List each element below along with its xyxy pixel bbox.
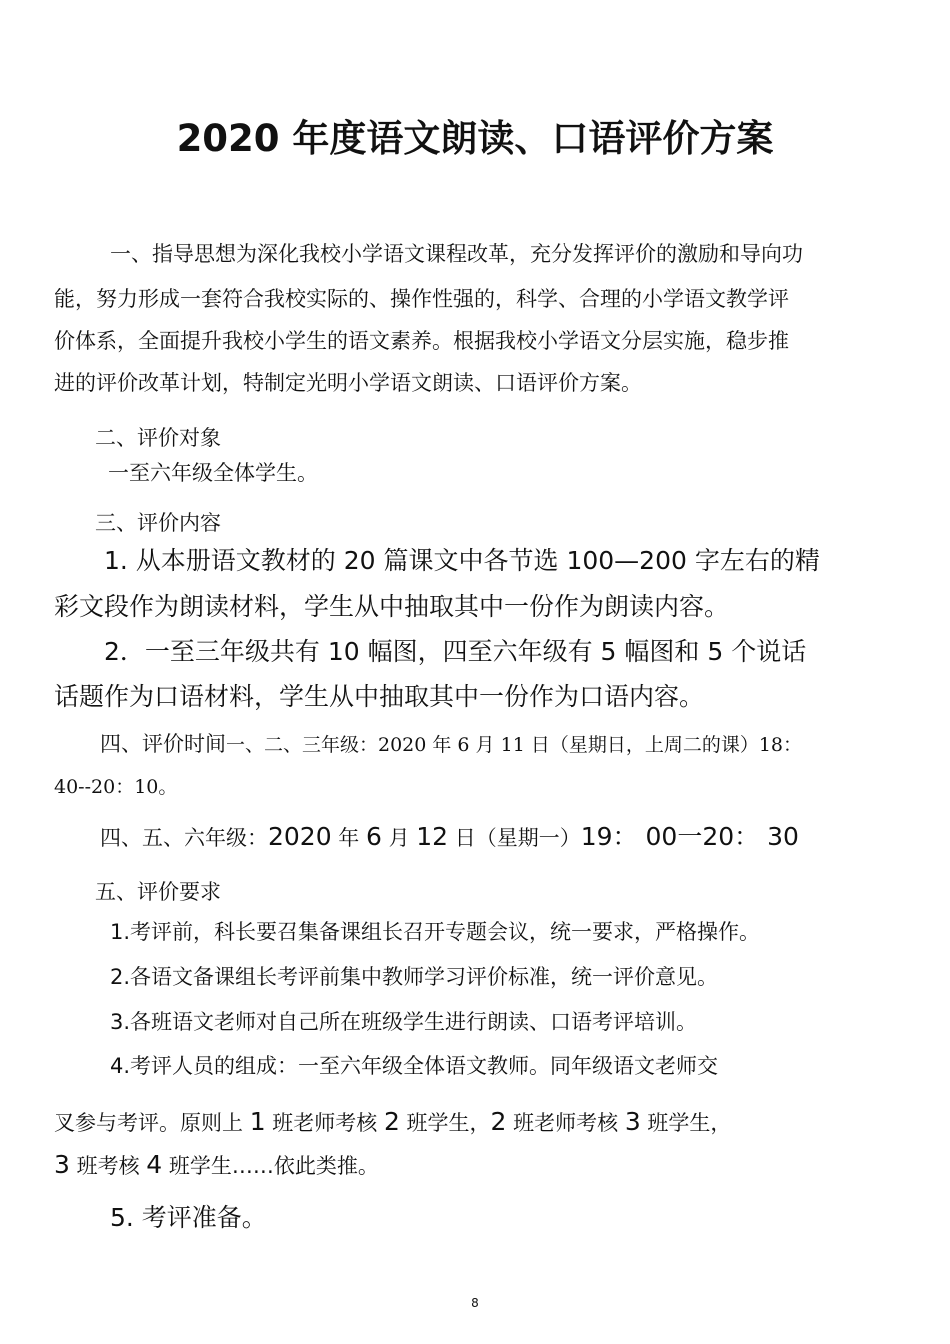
- text-span: 班学生，: [399, 1111, 491, 1135]
- class-number: 2: [383, 1107, 400, 1136]
- section4-line3: [100, 817, 799, 853]
- section5-item4-line2: [54, 1107, 731, 1137]
- text-span: 班老师考核: [265, 1111, 384, 1135]
- page-number: 8: [471, 1296, 479, 1310]
- text-span: 叉参与考评。原则上: [54, 1111, 250, 1135]
- section4-year: 2020: [268, 822, 332, 851]
- section5-item2: 2.各语文备课组长考评前集中教师学习评价标准，统一评价意见。: [110, 965, 719, 989]
- document-title: 2020 年度语文朗读、口语评价方案: [176, 117, 774, 160]
- section4-time: 19： 00一20： 30: [580, 822, 799, 851]
- class-number: 2: [490, 1107, 507, 1136]
- section5-item4-line1: 4.考评人员的组成：一至六年级全体语文教师。同年级语文老师交: [110, 1054, 719, 1078]
- section1-line2: 能，努力形成一套符合我校实际的、操作性强的，科学、合理的小学语文教学评: [54, 287, 789, 311]
- class-number: 4: [146, 1150, 163, 1179]
- section5-item1: 1.考评前，科长要召集备课组长召开专题会议，统一要求，严格操作。: [110, 920, 761, 944]
- section3-heading: 三、评价内容: [95, 511, 221, 535]
- section4-month: 6: [365, 822, 382, 851]
- section1-line4: 进的评价改革计划，特制定光明小学语文朗读、口语评价方案。: [54, 371, 642, 395]
- section3-item1-line2: 彩文段作为朗读材料，学生从中抽取其中一份作为朗读内容。: [54, 592, 730, 621]
- section3-item2-line2: 话题作为口语材料，学生从中抽取其中一份作为口语内容。: [54, 682, 705, 711]
- section5-heading: 五、评价要求: [95, 880, 221, 904]
- section2-heading: 二、评价对象: [95, 426, 221, 450]
- text-span: 班考核: [69, 1154, 147, 1178]
- text-span: 班学生……依此类推。: [162, 1154, 379, 1178]
- section2-text: 一至六年级全体学生。: [108, 461, 318, 485]
- section5-item3: 3.各班语文老师对自己所在班级学生进行朗读、口语考评培训。: [110, 1010, 698, 1034]
- section4-upper-grades: 四、五、六年级：: [100, 826, 268, 850]
- section4-day-unit: 日（星期一）: [448, 826, 581, 850]
- class-number: 1: [249, 1107, 266, 1136]
- section3-item1-line1: 1. 从本册语文教材的 20 篇课文中各节选 100—200 字左右的精: [104, 546, 820, 575]
- class-number: 3: [54, 1150, 70, 1179]
- text-span: 5. 考评准备。: [110, 1203, 267, 1232]
- section4-year-unit: 年: [331, 826, 366, 850]
- section4-month-unit: 月: [381, 826, 417, 850]
- section4-line2: 40--20：10。: [54, 776, 178, 798]
- section5-item5: [110, 1198, 267, 1234]
- section4-heading: 四、评价时间: [100, 732, 226, 756]
- section5-item4-line3: [54, 1150, 379, 1180]
- text-span: 班老师考核: [506, 1111, 625, 1135]
- section1-line3: 价体系，全面提升我校小学生的语文素养。根据我校小学语文分层实施，稳步推: [54, 329, 789, 353]
- section4-day: 12: [416, 822, 449, 851]
- section1-line1: 一、指导思想为深化我校小学语文课程改革，充分发挥评价的激励和导向功: [110, 242, 803, 266]
- text-span: 班学生，: [640, 1111, 732, 1135]
- section4-first-grades: 一、二、三年级：2020 年 6 月 11 日（星期日，上周二的课）18：: [226, 734, 802, 756]
- section4-line1: [100, 728, 802, 758]
- class-number: 3: [624, 1107, 641, 1136]
- section3-item2-line1: 2．一至三年级共有 10 幅图，四至六年级有 5 幅图和 5 个说话: [104, 637, 807, 666]
